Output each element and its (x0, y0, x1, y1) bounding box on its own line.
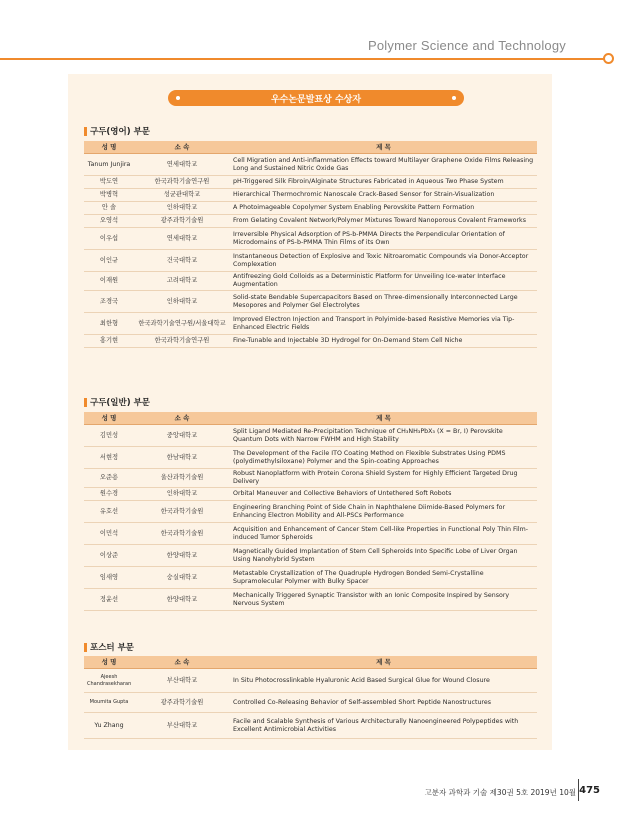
paper-title: Antifreezing Gold Colloids as a Deterministic Platform for Unveiling Ice-water Interface Augmentation (230, 272, 537, 291)
column-header-title: 제 목 (230, 656, 537, 669)
winner-name: 김민성 (84, 425, 134, 447)
winner-affiliation: 한국과학기술원 (134, 523, 230, 545)
table-row (84, 228, 537, 250)
winner-affiliation: 인하대학교 (134, 488, 230, 501)
paper-title: pH-Triggered Silk Fibroin/Alginate Structures Fabricated in Aqueous Two Phase System (230, 176, 537, 189)
winner-name: 홍기현 (84, 335, 134, 348)
table-oral-general (84, 412, 537, 611)
column-header-name: 성 명 (84, 656, 134, 669)
table-row (84, 189, 537, 202)
table-header-row (84, 141, 537, 154)
table-row (84, 523, 537, 545)
table-row (84, 291, 537, 313)
winner-name: 오영석 (84, 215, 134, 228)
table-row (84, 202, 537, 215)
table-row (84, 250, 537, 272)
table-row (84, 335, 537, 348)
header-ring-ornament (603, 53, 614, 64)
winner-name: 안 솔 (84, 202, 134, 215)
header-rule (0, 58, 610, 60)
winner-name: 이상준 (84, 545, 134, 567)
paper-title: A Photoimageable Copolymer System Enabling Perovskite Pattern Formation (230, 202, 537, 215)
winner-name: 서현정 (84, 447, 134, 469)
winner-name: Tanum Junjira (84, 154, 134, 176)
winner-name: 원수경 (84, 488, 134, 501)
table-row (84, 589, 537, 611)
page-number: 475 (579, 785, 600, 796)
table-row (84, 176, 537, 189)
winner-affiliation: 한국과학기술연구원/서울대학교 (134, 313, 230, 335)
winner-name: 이우섭 (84, 228, 134, 250)
paper-title: Magnetically Guided Implantation of Stem Cell Spheroids Into Specific Lobe of Liver Organ Using Nanohybrid System (230, 545, 537, 567)
winner-name: 최한형 (84, 313, 134, 335)
section-title-text: 구두(영어) 부문 (90, 127, 150, 137)
awards-panel (68, 74, 552, 750)
winner-affiliation: 한양대학교 (134, 545, 230, 567)
winner-affiliation: 연세대학교 (134, 228, 230, 250)
winner-name: 이민석 (84, 523, 134, 545)
table-header-row (84, 412, 537, 425)
winner-affiliation: 고려대학교 (134, 272, 230, 291)
winner-name: Ajeesh Chandrasekharan (84, 669, 134, 693)
column-header-name: 성 명 (84, 141, 134, 154)
section-marker (84, 643, 87, 652)
table-row (84, 545, 537, 567)
table-row (84, 154, 537, 176)
table-row (84, 447, 537, 469)
paper-title: Improved Electron Injection and Transport in Polyimide-based Resistive Memories via Tip-Enhanced Electric Fields (230, 313, 537, 335)
winner-affiliation: 울산과학기술원 (134, 469, 230, 488)
winner-affiliation: 한국과학기술원 (134, 501, 230, 523)
paper-title: In Situ Photocrosslinkable Hyaluronic Acid Based Surgical Glue for Wound Closure (230, 669, 537, 693)
paper-title: Engineering Branching Point of Side Chain in Naphthalene Diimide-Based Polymers for Enhancing Electron Mobility and All-PSCs Performance (230, 501, 537, 523)
paper-title: The Development of the Facile ITO Coating Method on Flexible Substrates Using PDMS (polydimethylsiloxane) Polymer and the Spin-coating Approaches (230, 447, 537, 469)
winner-name: 박도연 (84, 176, 134, 189)
section-title-oral-general (84, 396, 150, 408)
table-oral-english (84, 141, 537, 348)
winner-affiliation: 연세대학교 (134, 154, 230, 176)
table-row (84, 215, 537, 228)
table-row (84, 313, 537, 335)
paper-title: Orbital Maneuver and Collective Behaviors of Untethered Soft Robots (230, 488, 537, 501)
winner-affiliation: 광주과학기술원 (134, 693, 230, 713)
section-title-poster (84, 641, 134, 653)
winner-name: 이재원 (84, 272, 134, 291)
winner-name: Yu Zhang (84, 713, 134, 739)
section-marker (84, 127, 87, 136)
page-header-title: Polymer Science and Technology (368, 38, 566, 53)
winner-name: 박병혁 (84, 189, 134, 202)
table-row (84, 693, 537, 713)
paper-title: Hierarchical Thermochromic Nanoscale Crack-Based Sensor for Strain-Visualization (230, 189, 537, 202)
table-poster (84, 656, 537, 739)
table-row (84, 669, 537, 693)
column-header-affiliation: 소 속 (134, 141, 230, 154)
paper-title: Fine-Tunable and Injectable 3D Hydrogel for On-Demand Stem Cell Niche (230, 335, 537, 348)
winner-name: 유호선 (84, 501, 134, 523)
table-row (84, 501, 537, 523)
table-row (84, 567, 537, 589)
winner-affiliation: 한양대학교 (134, 589, 230, 611)
column-header-affiliation: 소 속 (134, 656, 230, 669)
winner-name: 조경국 (84, 291, 134, 313)
table-row (84, 488, 537, 501)
section-title-oral-english (84, 125, 150, 137)
paper-title: Controlled Co-Releasing Behavior of Self-assembled Short Peptide Nanostructures (230, 693, 537, 713)
paper-title: Cell Migration and Anti-inflammation Effects toward Multilayer Graphene Oxide Films Releasing Long and Sustained Nitric Oxide Gas (230, 154, 537, 176)
winner-affiliation: 한국과학기술연구원 (134, 176, 230, 189)
winner-affiliation: 광주과학기술원 (134, 215, 230, 228)
winner-affiliation: 한국과학기술연구원 (134, 335, 230, 348)
winner-affiliation: 부산대학교 (134, 669, 230, 693)
table-header-row (84, 656, 537, 669)
section-title-text: 구두(일반) 부문 (90, 398, 150, 408)
paper-title: Acquisition and Enhancement of Cancer Stem Cell-like Properties in Functional Poly Thin Film-induced Tumor Spheroids (230, 523, 537, 545)
column-header-affiliation: 소 속 (134, 412, 230, 425)
paper-title: Irreversible Physical Adsorption of PS-b-PMMA Directs the Perpendicular Orientation of Microdomains of PS-b-PMMA Thin Films of its Own (230, 228, 537, 250)
winner-affiliation: 부산대학교 (134, 713, 230, 739)
paper-title: From Gelating Covalent Network/Polymer Mixtures Toward Nanoporous Covalent Frameworks (230, 215, 537, 228)
column-header-title: 제 목 (230, 412, 537, 425)
winner-affiliation: 인하대학교 (134, 202, 230, 215)
table-row (84, 469, 537, 488)
banner-dot-right (452, 96, 456, 100)
winner-name: 정윤선 (84, 589, 134, 611)
paper-title: Robust Nanoplatform with Protein Corona Shield System for Highly Efficient Targeted Drug Delivery (230, 469, 537, 488)
winner-name: 임새영 (84, 567, 134, 589)
winner-affiliation: 인하대학교 (134, 291, 230, 313)
banner-dot-left (176, 96, 180, 100)
winner-name: 오준용 (84, 469, 134, 488)
winner-name: 이인규 (84, 250, 134, 272)
winner-name: Moumita Gupta (84, 693, 134, 713)
paper-title: Instantaneous Detection of Explosive and Toxic Nitroaromatic Compounds via Donor-Acceptor Complexation (230, 250, 537, 272)
winner-affiliation: 건국대학교 (134, 250, 230, 272)
winner-affiliation: 한남대학교 (134, 447, 230, 469)
paper-title: Metastable Crystallization of The Quadruple Hydrogen Bonded Semi-Crystalline Supramolecular Polymer with Bulky Spacer (230, 567, 537, 589)
table-row (84, 425, 537, 447)
table-row (84, 272, 537, 291)
winner-affiliation: 성균관대학교 (134, 189, 230, 202)
paper-title: Facile and Scalable Synthesis of Various Architecturally Nanoengineered Polypeptides with Excellent Antimicrobial Activities (230, 713, 537, 739)
winner-affiliation: 중앙대학교 (134, 425, 230, 447)
paper-title: Split Ligand Mediated Re-Precipitation Technique of CH₃NH₃PbX₃ (X = Br, I) Perovskite Quantum Dots with Narrow FWHM and High Stability (230, 425, 537, 447)
section-title-text: 포스터 부문 (90, 643, 135, 653)
paper-title: Mechanically Triggered Synaptic Transistor with an Ionic Composite Inspired by Sensory Nervous System (230, 589, 537, 611)
column-header-title: 제 목 (230, 141, 537, 154)
section-marker (84, 398, 87, 407)
table-row (84, 713, 537, 739)
paper-title: Solid-state Bendable Supercapacitors Based on Three-dimensionally Interconnected Large Mesopores and Polymer Gel Electrolytes (230, 291, 537, 313)
column-header-name: 성 명 (84, 412, 134, 425)
journal-footer: 고분자 과학과 기술 제30권 5호 2019년 10월 (424, 788, 576, 797)
awards-banner (168, 90, 464, 106)
banner-title: 우수논문발표상 수상자 (270, 94, 362, 105)
winner-affiliation: 숭실대학교 (134, 567, 230, 589)
